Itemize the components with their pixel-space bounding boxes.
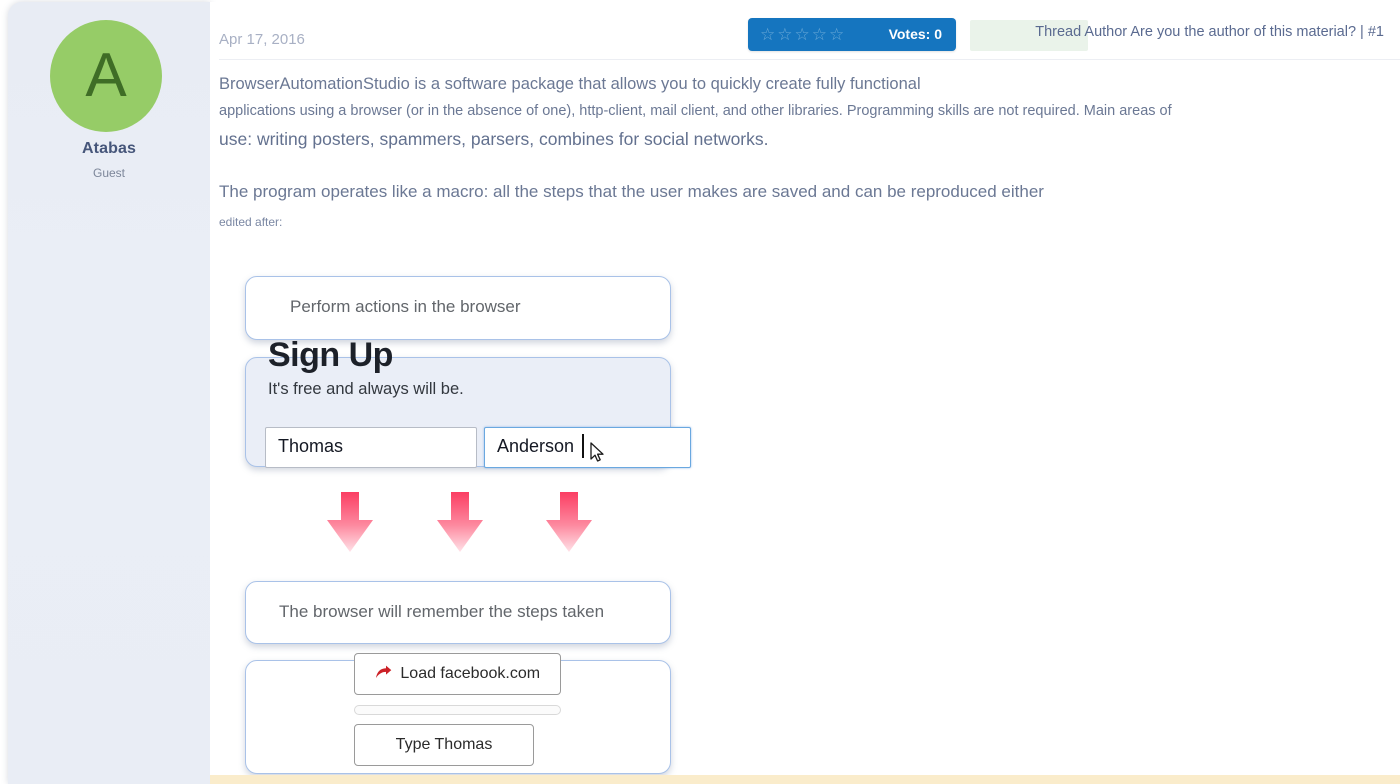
mouse-pointer-icon <box>590 442 606 464</box>
post-content-panel <box>210 2 1400 784</box>
step-load-label: Load facebook.com <box>400 665 541 682</box>
step-type-label: Type Thomas <box>395 736 493 753</box>
avatar[interactable]: A <box>50 20 162 132</box>
header-divider <box>219 59 1400 60</box>
step-connector <box>354 705 561 715</box>
illustration-card-perform-actions <box>245 276 671 340</box>
author-name[interactable]: Atabas <box>82 140 136 157</box>
remember-steps-label: The browser will remember the steps taken <box>279 602 605 621</box>
last-name-field[interactable] <box>484 427 691 468</box>
first-name-value: Thomas <box>278 436 344 456</box>
post-body-line-2: applications using a browser (or in the absence of one), http-client, mail client, and other libraries. Programming skills are not required. Main areas of <box>219 103 1172 119</box>
post-edited-label: edited after: <box>219 215 283 229</box>
post-body-line-1: BrowserAutomationStudio is a software package that allows you to quickly create fully functional <box>219 75 921 93</box>
down-arrow-icon <box>433 490 487 560</box>
bottom-notice-strip <box>210 775 1400 784</box>
sidebar-background <box>8 2 210 784</box>
down-arrow-icon <box>542 490 596 560</box>
star-rating-icon[interactable]: ☆☆☆☆☆ <box>760 25 847 44</box>
perform-actions-label: Perform actions in the browser <box>290 297 521 316</box>
votes-badge[interactable] <box>748 18 956 51</box>
illustration-card-remember-steps <box>245 581 671 644</box>
down-arrow-icon <box>323 490 377 560</box>
signup-subtitle: It's free and always will be. <box>268 380 464 398</box>
forward-arrow-icon <box>375 656 392 696</box>
votes-count-label: Votes: 0 <box>888 26 942 42</box>
post-author-sidebar <box>8 2 210 784</box>
step-type-thomas[interactable] <box>354 724 534 766</box>
illustration-card-signup-screenshot <box>245 336 671 467</box>
first-name-field[interactable] <box>265 427 477 468</box>
illustration-card-step-list <box>245 660 671 774</box>
down-arrow-group <box>245 490 669 562</box>
last-name-value: Anderson <box>497 436 575 456</box>
post-body-line-4: The program operates like a macro: all the steps that the user makes are saved and can be reproduced either <box>219 182 1044 201</box>
author-role-label: Guest <box>92 166 125 180</box>
thread-author-link[interactable]: Thread Author Are you the author of this material? | #1 <box>1035 24 1384 40</box>
step-load-facebook[interactable] <box>354 653 561 695</box>
post-header <box>210 2 1400 60</box>
post-date: Apr 17, 2016 <box>219 31 305 48</box>
post-body-line-3: use: writing posters, spammers, parsers, combines for social networks. <box>219 129 769 149</box>
signup-heading: Sign Up <box>268 336 393 374</box>
text-caret <box>582 434 584 458</box>
